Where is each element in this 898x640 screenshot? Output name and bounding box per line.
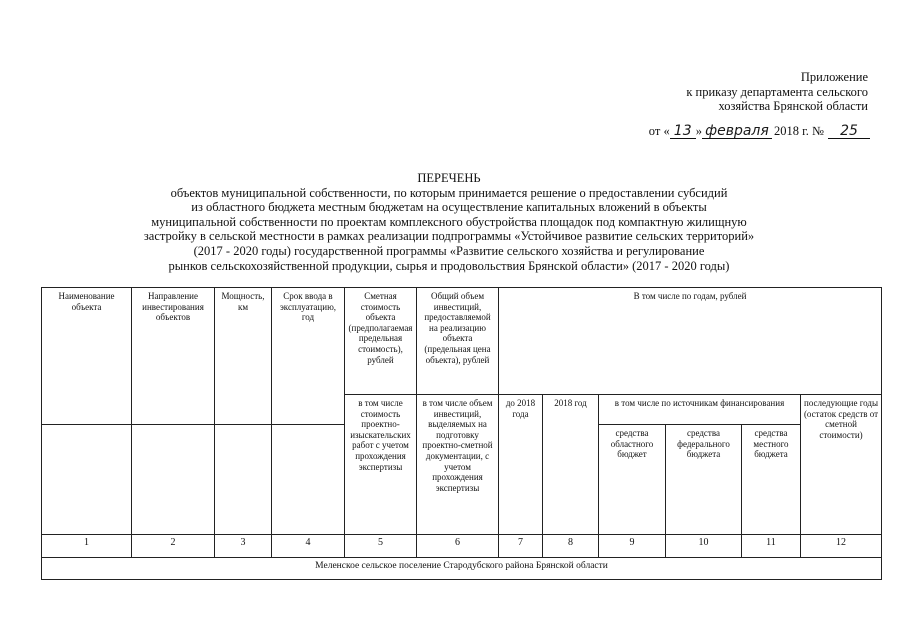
header-subsequent: последующие годы (остаток средств от сметной стоимости) xyxy=(801,395,882,535)
header-regional: средства областного бюджет xyxy=(599,425,666,535)
order-year: 2018 г. № xyxy=(773,124,824,138)
header-empty xyxy=(132,425,215,535)
header-by-sources: в том числе по источникам финансирования xyxy=(599,395,801,425)
appendix-line: хозяйства Брянской области xyxy=(718,99,868,113)
title-line: из областного бюджета местным бюджетам на осуществление капитальных вложений в объекты xyxy=(191,200,707,215)
order-mid: » xyxy=(695,124,702,138)
header-estimated-cost: Сметная стоимость объекта (предполагаемая предельная стоимость), рублей xyxy=(345,288,417,395)
title-line: муниципальной собственности по проектам комплексного обустройства площадок под компактную жилищную xyxy=(151,214,747,229)
header-federal: средства федерального бюджета xyxy=(666,425,742,535)
appendix-line: к приказу департамента сельского xyxy=(686,84,868,99)
header-incl-design-invest: в том числе объем инвестиций, выделяемых на подготовку проектно-сметной документации, с учетом прохождения экспертизы xyxy=(417,395,499,535)
title-line: застройку в сельской местности в рамках реализации подпрограммы «Устойчивое развитие сельских территорий» xyxy=(143,229,755,244)
title-heading: ПЕРЕЧЕНЬ xyxy=(417,171,481,185)
header-total-investment: Общий объем инвестиций, предоставляемой на реализацию объекта (предельная цена объекта), рублей xyxy=(417,288,499,395)
header-capacity: Мощность, км xyxy=(215,288,272,425)
header-empty xyxy=(215,425,272,535)
column-number: 12 xyxy=(801,535,882,558)
title-line: рынков сельскохозяйственной продукции, сырья и продовольствия Брянской области» (2017 - 2020 годы) xyxy=(168,258,730,273)
column-number: 9 xyxy=(599,535,666,558)
header-empty xyxy=(272,425,345,535)
order-number-handwritten: 25 xyxy=(828,125,870,139)
order-reference xyxy=(649,124,870,139)
column-number: 4 xyxy=(272,535,345,558)
column-number: 6 xyxy=(417,535,499,558)
column-number: 8 xyxy=(543,535,599,558)
header-term: Срок ввода в эксплуатацию, год xyxy=(272,288,345,425)
order-month-handwritten: февраля xyxy=(702,125,772,139)
header-name: Наименование объекта xyxy=(42,288,132,425)
column-number: 2 xyxy=(132,535,215,558)
document-title xyxy=(0,171,898,273)
objects-table xyxy=(41,287,882,580)
column-number: 3 xyxy=(215,535,272,558)
order-day-handwritten: 13 xyxy=(670,125,696,139)
header-local: средства местного бюджета xyxy=(742,425,801,535)
header-empty xyxy=(42,425,132,535)
title-line: объектов муниципальной собственности, по которым принимается решение о предоставлении субсидий xyxy=(170,185,728,200)
header-year-2018: 2018 год xyxy=(543,395,599,535)
column-number: 1 xyxy=(42,535,132,558)
header-incl-design-cost: в том числе стоимость проектно-изыскательских работ с учетом прохождения экспертизы xyxy=(345,395,417,535)
column-number: 10 xyxy=(666,535,742,558)
header-by-years: В том числе по годам, рублей xyxy=(499,288,882,395)
order-prefix: от « xyxy=(648,124,670,138)
header-until-2018: до 2018 года xyxy=(499,395,543,535)
column-number: 11 xyxy=(742,535,801,558)
appendix-line: Приложение xyxy=(800,70,868,84)
section-row: Меленское сельское поселение Стародубского района Брянской области xyxy=(42,558,882,580)
appendix-block xyxy=(686,70,868,114)
title-line: (2017 - 2020 годы) государственной программы «Развитие сельского хозяйства и регулирование xyxy=(193,243,705,258)
header-direction: Направление инвестирования объектов xyxy=(132,288,215,425)
column-number: 5 xyxy=(345,535,417,558)
column-number: 7 xyxy=(499,535,543,558)
